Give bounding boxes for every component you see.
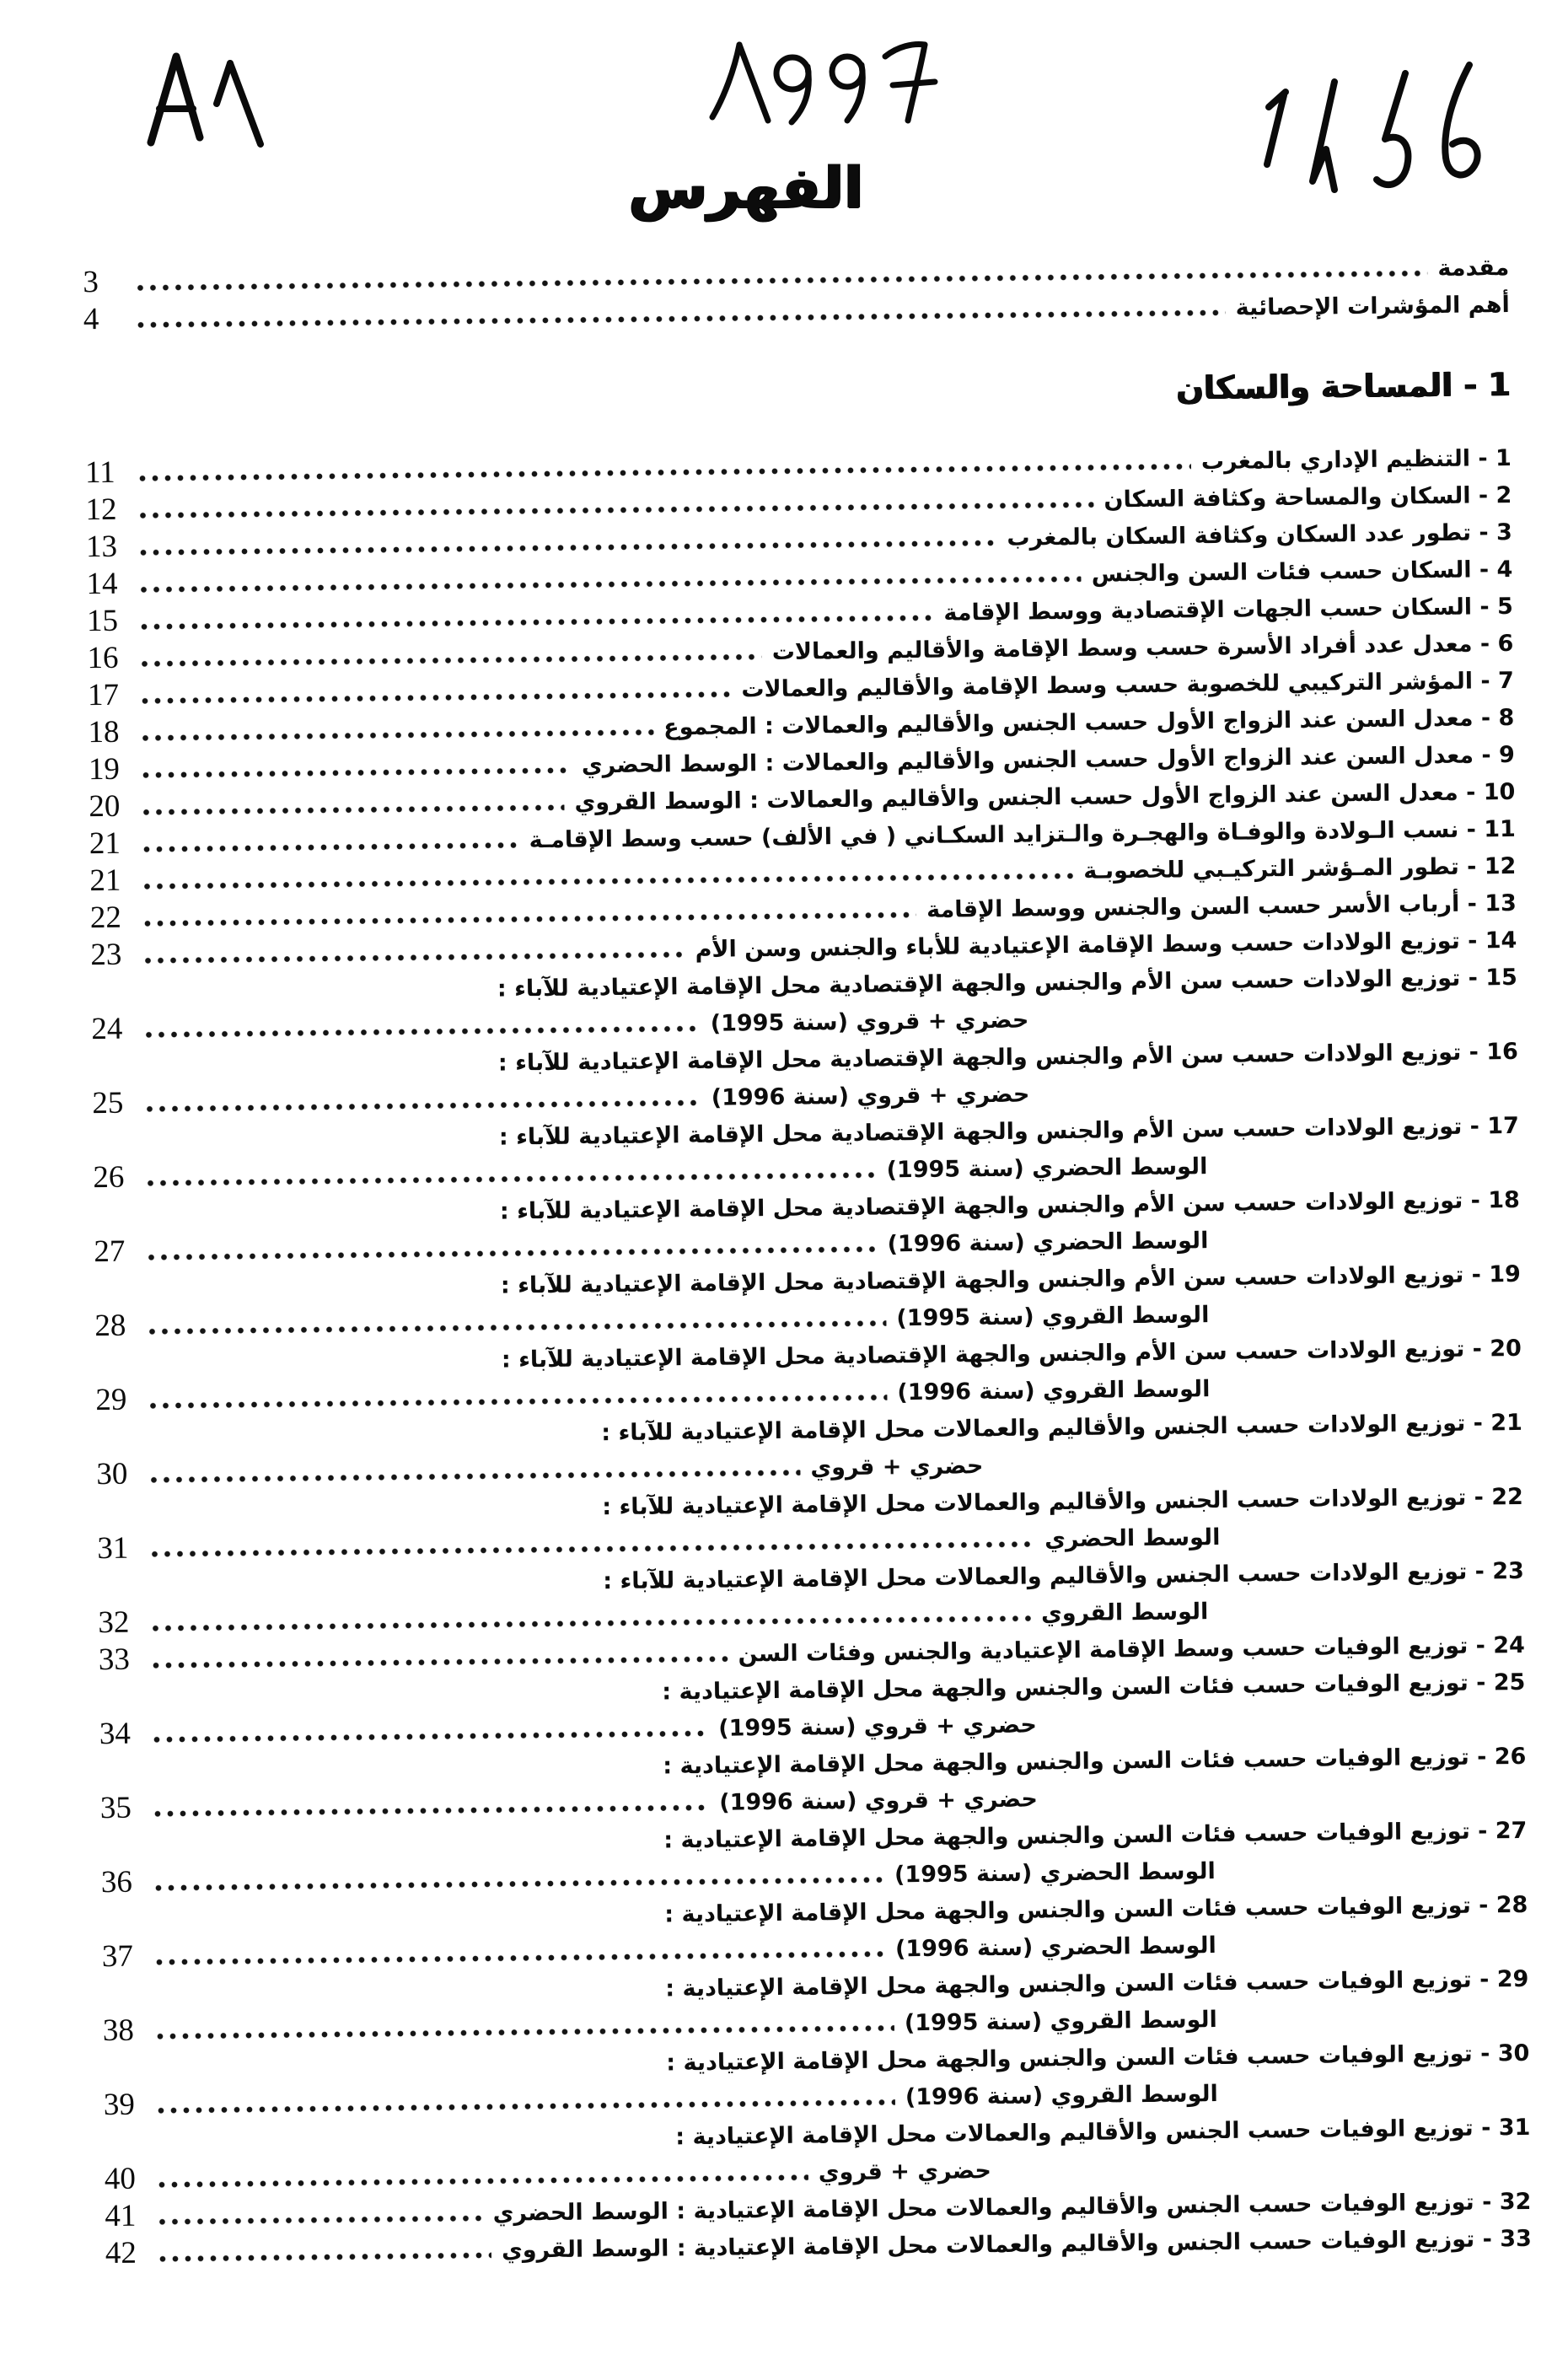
toc-entry-text: الوسط الحضري (سنة 1995) [886, 1153, 1208, 1184]
toc-entry-text: الوسط الحضري [1044, 1524, 1221, 1553]
toc-entry-text: حضري + قروي [818, 2158, 992, 2186]
dot-leader [144, 949, 685, 965]
page-number: 14 [86, 566, 118, 602]
dot-leader [143, 840, 519, 853]
table-of-contents [83, 246, 1532, 2271]
dot-leader [146, 1098, 701, 1113]
page-number: 20 [89, 788, 121, 825]
page-number: 13 [85, 529, 118, 565]
toc-entry-text: حضري + قروي [810, 1453, 984, 1481]
page-number: 3 [83, 264, 99, 300]
page-number: 36 [100, 1864, 133, 1900]
dot-leader [158, 2097, 895, 2115]
toc-entry-text: الوسط القروي (سنة 1995) [904, 2007, 1218, 2037]
intro-list [83, 246, 1510, 336]
dot-leader [149, 1392, 887, 1410]
page-number: 39 [103, 2087, 136, 2123]
toc-entry-text: 21 - توزيع الولادات حسب الجنس والأقاليم والعمالات محل الإقامة الإعتيادية للآباء : [601, 1409, 1523, 1447]
dot-leader [153, 1728, 708, 1744]
toc-entry-text: 17 - توزيع الولادات حسب سن الأم والجنس والجهة الإقتصادية محل الإقامة الإعتيادية للآباء : [498, 1112, 1520, 1151]
page-number: 25 [92, 1085, 124, 1121]
page-number: 42 [105, 2235, 137, 2271]
toc-list [85, 437, 1532, 2271]
page-number: 35 [99, 1790, 132, 1826]
dot-leader [152, 1614, 1031, 1633]
dot-leader [147, 1170, 876, 1188]
toc-entry-text: 30 - توزيع الوفيات حسب فئات السن والجنس والجهة محل الإقامة الإعتيادية : [666, 2040, 1530, 2077]
toc-entry-text: حضري + قروي (سنة 1995) [718, 1712, 1038, 1742]
page-number: 32 [98, 1604, 130, 1641]
toc-entry-text: 20 - توزيع الولادات حسب سن الأم والجنس والجهة الإقتصادية محل الإقامة الإعتيادية للآباء : [501, 1335, 1522, 1373]
toc-entry-text: 13 - أرباب الأسر حسب السن والجنس ووسط الإقامة [926, 889, 1517, 923]
toc-entry-text: 16 - توزيع الولادات حسب سن الأم والجنس والجهة الإقتصادية محل الإقامة الإعتيادية للآباء : [497, 1038, 1519, 1077]
toc-entry-text: 12 - تطور المـؤشر التركيـبي للخصوبـة [1083, 852, 1517, 884]
dot-leader [142, 803, 564, 817]
page-number: 38 [102, 2013, 135, 2049]
toc-entry-text: حضري + قروي (سنة 1995) [710, 1007, 1029, 1037]
page-number: 22 [89, 900, 122, 936]
toc-entry-text: 26 - توزيع الوفيات حسب فئات السن والجنس والجهة محل الإقامة الإعتيادية : [663, 1743, 1527, 1780]
page-number: 41 [105, 2198, 137, 2234]
toc-entry-text: الوسط القروي (سنة 1996) [905, 2081, 1219, 2111]
page-number: 23 [90, 937, 122, 973]
page-number: 4 [83, 301, 99, 337]
toc-entry-text: 14 - توزيع الولادات حسب وسط الإقامة الإعتيادية للأباء والجنس وسن الأم [695, 927, 1517, 964]
toc-entry-text: 31 - توزيع الوفيات حسب الجنس والأقاليم والعمالات محل الإقامة الإعتيادية : [675, 2114, 1531, 2151]
page-number: 37 [101, 1938, 134, 1975]
page-number: 15 [86, 603, 119, 639]
dot-leader [141, 613, 934, 631]
toc-entry-text: 27 - توزيع الوفيات حسب فئات السن والجنس والجهة محل الإقامة الإعتيادية : [663, 1817, 1528, 1854]
page-title: الفهرس [628, 154, 864, 222]
toc-entry-text: أهم المؤشرات الإحصائية [1235, 291, 1510, 321]
toc-entry-text: الوسط القروي (سنة 1995) [896, 1302, 1210, 1332]
dot-leader [155, 1875, 884, 1893]
toc-entry-text: 7 - المؤشر التركيبي للخصوبة حسب وسط الإقامة والأقاليم والعمالات [741, 667, 1515, 703]
dot-leader [158, 2213, 482, 2226]
toc-entry-text: مقدمة [1437, 254, 1510, 282]
toc-entry-text: 33 - توزيع الوفيات حسب الجنس والأقاليم والعمالات محل الإقامة الإعتيادية : الوسط القروي [501, 2225, 1532, 2264]
toc-entry-text: 6 - معدل عدد أفراد الأسرة حسب وسط الإقامة والأقاليم والعمالات [771, 630, 1514, 665]
page-number: 34 [99, 1716, 132, 1752]
toc-entry-text: 24 - توزيع الوفيات حسب وسط الإقامة الإعتيادية والجنس وفئات السن [738, 1631, 1526, 1668]
page-number: 31 [97, 1530, 129, 1567]
toc-entry-text: الوسط الحضري (سنة 1995) [894, 1858, 1216, 1889]
toc-entry-text: 19 - توزيع الولادات حسب سن الأم والجنس والجهة الإقتصادية محل الإقامة الإعتيادية للآباء : [500, 1260, 1522, 1299]
page-number: 27 [94, 1233, 126, 1270]
toc-entry-text: 8 - معدل السن عند الزواج الأول حسب الجنس والأقاليم والعمالات : المجموع [663, 704, 1515, 741]
dot-leader [153, 1654, 728, 1670]
dot-leader [144, 910, 916, 927]
toc-entry-text: 11 - نسب الـولادة والوفـاة والهجـرة والـتزايد السكـاني ( في الألف) حسب وسط الإقامـة [529, 815, 1517, 854]
page-number: 26 [93, 1159, 125, 1196]
toc-entry-text: الوسط القروي (سنة 1996) [897, 1376, 1211, 1406]
dot-leader [158, 2173, 808, 2190]
toc-entry-text: 2 - السكان والمساحة وكثافة السكان [1104, 481, 1512, 513]
dot-leader [145, 1024, 700, 1039]
page-number: 11 [84, 454, 115, 491]
toc-entry-text: الوسط الحضري (سنة 1996) [887, 1228, 1209, 1258]
dot-leader [142, 728, 653, 743]
page-number: 21 [89, 825, 121, 862]
toc-entry-text: 28 - توزيع الوفيات حسب فئات السن والجنس والجهة محل الإقامة الإعتيادية : [664, 1891, 1528, 1928]
toc-entry-text: 1 - التنظيم الإداري بالمغرب [1200, 444, 1512, 476]
dot-leader [137, 308, 1226, 330]
page-number: 21 [89, 863, 121, 899]
page-number: 17 [87, 677, 120, 713]
toc-entry-text: 23 - توزيع الولادات حسب الجنس والأقاليم والعمالات محل الإقامة الإعتيادية للآباء : [603, 1557, 1525, 1595]
page-number: 18 [88, 714, 120, 750]
toc-entry-text: 32 - توزيع الوفيات حسب الجنس والأقاليم والعمالات محل الإقامة الإعتيادية : الوسط الحضري [492, 2188, 1532, 2227]
toc-entry-text: حضري + قروي (سنة 1996) [711, 1081, 1030, 1111]
dot-leader [154, 1803, 709, 1818]
dot-leader [148, 1318, 886, 1336]
page-number: 33 [98, 1642, 131, 1678]
dot-leader [156, 1949, 885, 1967]
dot-leader [148, 1244, 877, 1262]
page-number: 12 [85, 492, 117, 528]
toc-entry-text: 5 - السكان حسب الجهات الإقتصادية ووسط الإقامة [943, 593, 1514, 626]
page-number: 28 [94, 1308, 126, 1344]
dot-leader [141, 652, 761, 668]
toc-entry-text: الوسط القروي [1040, 1599, 1209, 1627]
dot-leader [142, 690, 732, 706]
toc-entry-text: 25 - توزيع الوفيات حسب فئات السن والجنس والجهة محل الإقامة الإعتيادية : [662, 1669, 1526, 1706]
toc-entry-text: 3 - تطور عدد السكان وكثافة السكان بالمغرب [1007, 519, 1513, 551]
dot-leader [142, 766, 572, 780]
toc-entry-text: 9 - معدل السن عند الزواج الأول حسب الجنس والأقاليم والعمالات : الوسط الحضري [581, 741, 1516, 779]
dot-leader [151, 1539, 1034, 1558]
toc-entry-text: 18 - توزيع الولادات حسب سن الأم والجنس والجهة الإقتصادية محل الإقامة الإعتيادية للآباء : [499, 1186, 1521, 1225]
dot-leader [140, 538, 997, 557]
page-number: 19 [88, 751, 121, 787]
dot-leader [157, 2023, 894, 2040]
toc-entry-text: حضري + قروي (سنة 1996) [719, 1786, 1039, 1816]
toc-entry-text: 22 - توزيع الولادات حسب الجنس والأقاليم والعمالات محل الإقامة الإعتيادية للآباء : [602, 1483, 1524, 1521]
page-number: 24 [91, 1011, 123, 1047]
page-number: 40 [104, 2161, 137, 2197]
dot-leader [150, 1468, 800, 1485]
page-number: 29 [95, 1382, 127, 1418]
toc-entry-text: 15 - توزيع الولادات حسب سن الأم والجنس والجهة الإقتصادية محل الإقامة الإعتيادية للآباء : [497, 964, 1518, 1002]
handwritten-mark-year [695, 13, 948, 139]
dot-leader [159, 2250, 491, 2263]
section-heading: 1 - المساحة والسكان [1176, 365, 1512, 407]
page-number: 16 [87, 640, 119, 676]
handwritten-mark-left [122, 38, 325, 156]
toc-entry-text: 29 - توزيع الوفيات حسب فئات السن والجنس والجهة محل الإقامة الإعتيادية : [665, 1965, 1529, 2002]
toc-entry-text: الوسط الحضري (سنة 1996) [894, 1932, 1217, 1963]
page-number: 30 [96, 1456, 128, 1492]
toc-entry-text: 4 - السكان حسب فئات السن والجنس [1091, 556, 1513, 588]
toc-entry-text: 10 - معدل السن عند الزواج الأول حسب الجنس والأقاليم والعمالات : الوسط القروي [574, 778, 1516, 816]
